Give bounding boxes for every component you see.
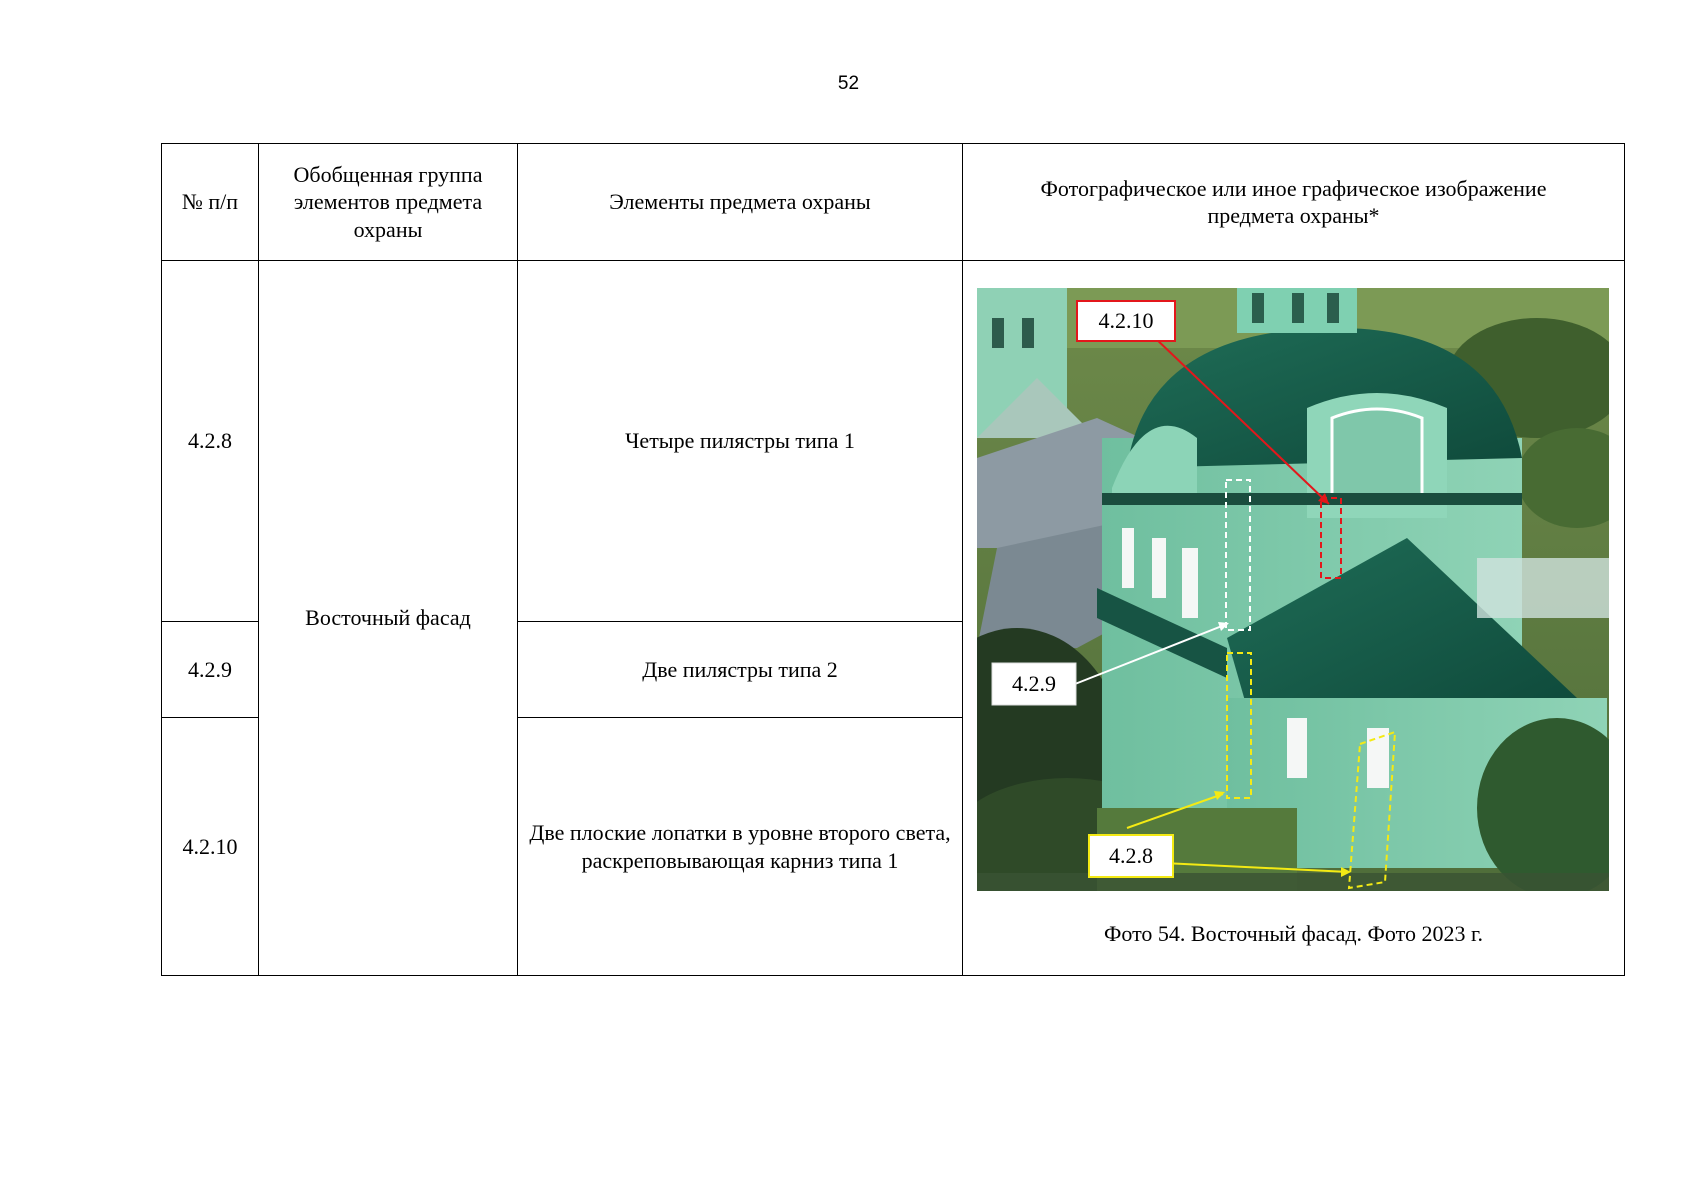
page-number: 52: [837, 73, 860, 94]
row-element: Две пилястры типа 2: [518, 622, 963, 718]
header-image: Фотографическое или иное графическое изображение предмета охраны*: [963, 144, 1625, 261]
row-element: Четыре пилястры типа 1: [518, 261, 963, 622]
church-east-facade-image: [977, 288, 1609, 891]
callout-label: 4.2.9: [1012, 671, 1056, 696]
callout-4-2-8: [1089, 835, 1173, 877]
row-number: 4.2.8: [162, 261, 259, 622]
header-group: Обобщенная группа элементов предмета охраны: [259, 144, 518, 261]
callout-label: 4.2.8: [1109, 843, 1153, 868]
table-row: [162, 261, 1625, 622]
table-header-row: [162, 144, 1625, 261]
header-number: № п/п: [162, 144, 259, 261]
row-number: 4.2.10: [162, 718, 259, 976]
header-elements: Элементы предмета охраны: [518, 144, 963, 261]
row-number: 4.2.9: [162, 622, 259, 718]
callout-label: 4.2.10: [1098, 308, 1154, 333]
row-element: Две плоские лопатки в уровне второго света, раскреповывающая карниз типа 1: [518, 718, 963, 976]
callout-4-2-10: [1077, 301, 1175, 341]
facade-photo: [977, 288, 1609, 891]
group-cell: Восточный фасад: [259, 261, 518, 976]
photo-cell: [963, 261, 1625, 976]
callout-4-2-9: [992, 663, 1076, 705]
protection-elements-table: [161, 143, 1625, 976]
photo-caption: Фото 54. Восточный фасад. Фото 2023 г.: [1103, 921, 1484, 946]
